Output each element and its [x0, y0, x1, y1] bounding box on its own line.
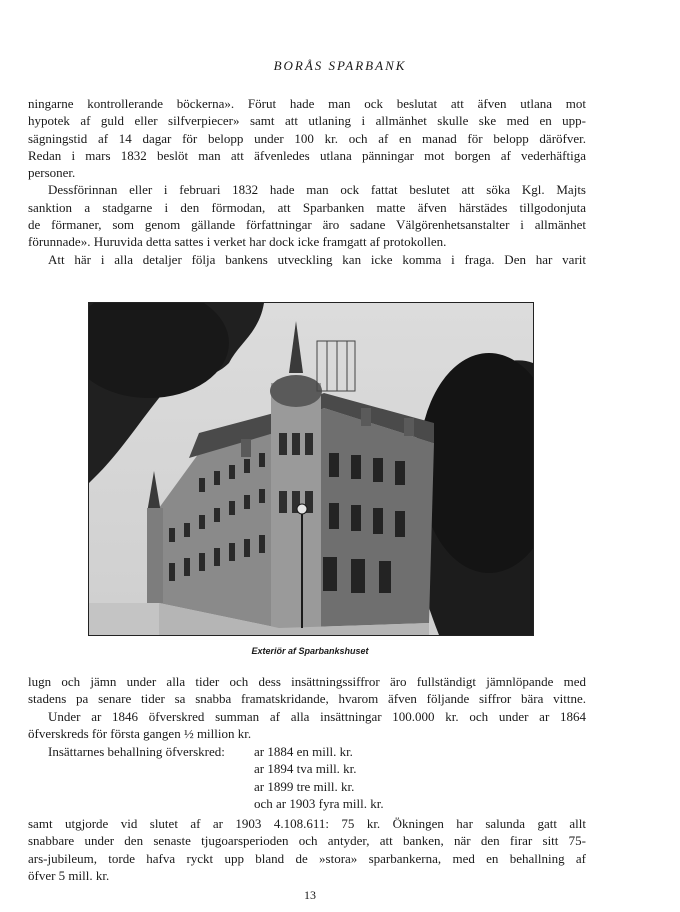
text-line: lugn och jämn under alla tider och dess insättningssiffror äro fullständigt jämnlöpande med — [28, 674, 586, 689]
balance-label: Insättarnes behallning öfverskred: — [48, 744, 225, 759]
text-line: förunnade». Huruvida detta sattes i verket har dock icke framgatt af protokollen. — [28, 234, 447, 250]
text-line: Under ar 1846 öfverskred summan af alla insättningar 100.000 kr. och under ar 1864 — [48, 708, 586, 724]
balance-value: ar 1894 tva mill. kr. — [254, 761, 357, 777]
text-line: ningarne kontrollerande böckerna». Förut hade man ock beslutat att äfven utlana mot — [28, 96, 586, 111]
balance-value: ar 1884 en mill. kr. — [254, 744, 353, 759]
text-line: personer. — [28, 165, 76, 181]
text-line: öfverskreds för första gangen ½ million kr. — [28, 725, 252, 741]
text-line: hypotek af guld eller silfverpiecer» samt att utlaning i allmänhet skulle ske med en upp- — [28, 113, 586, 129]
top-text-block — [28, 95, 586, 268]
bottom-text-block — [28, 673, 586, 742]
text-line: ars-jubileum, torde hafva ryckt upp bland de »stora» sparbankerna, med en behallning af — [28, 850, 586, 866]
figure-caption: Exteriör af Sparbankshuset — [251, 646, 369, 656]
text-line: Att här i alla detaljer följa bankens utveckling kan icke komma i fraga. Den har varit — [48, 251, 586, 267]
balance-row — [48, 743, 448, 760]
text-line: samt utgjorde vid slutet af ar 1903 4.108.611: 75 kr. Ökningen har salunda gatt allt — [28, 816, 586, 831]
balance-row — [48, 778, 448, 795]
balance-row — [48, 795, 448, 812]
text-line: stadens pa senare tider sa snabba framatskridande, hvarom äfven följande siffror bära vittne. — [28, 691, 586, 707]
balance-table — [48, 743, 448, 812]
text-line: de förmaner, som genom gällande författningar äro sadane Välgörenhetsanstalter i allmänhet — [28, 217, 586, 233]
text-line: Dessförinnan eller i februari 1832 hade man ock fattat beslutet att söka Kgl. Majts — [48, 182, 586, 198]
text-line: Redan i mars 1832 beslöt man att äfvenledes utlana pänningar mot borgen af vederhäftiga — [28, 147, 586, 163]
page-number: 13 — [304, 888, 316, 902]
building-photograph — [88, 302, 534, 636]
balance-value: och ar 1903 fyra mill. kr. — [254, 795, 384, 811]
closing-text-block — [28, 815, 586, 884]
text-line: snabbare under den senaste tjugoarsperioden och antyder, att banken, när den firar sitt 75- — [28, 833, 586, 849]
running-header: BORÅS SPARBANK — [273, 58, 407, 73]
text-line: öfver 5 mill. kr. — [28, 867, 110, 883]
balance-row — [48, 760, 448, 777]
text-line: sägningstid af 14 dagar för belopp under 100 kr. och af en manad för belopp däröfver. — [28, 130, 586, 146]
balance-value: ar 1899 tre mill. kr. — [254, 778, 355, 794]
text-line: sanktion a stadgarne i den förmodan, att Sparbanken matte äfven härstädes tillgodonjuta — [28, 199, 586, 215]
